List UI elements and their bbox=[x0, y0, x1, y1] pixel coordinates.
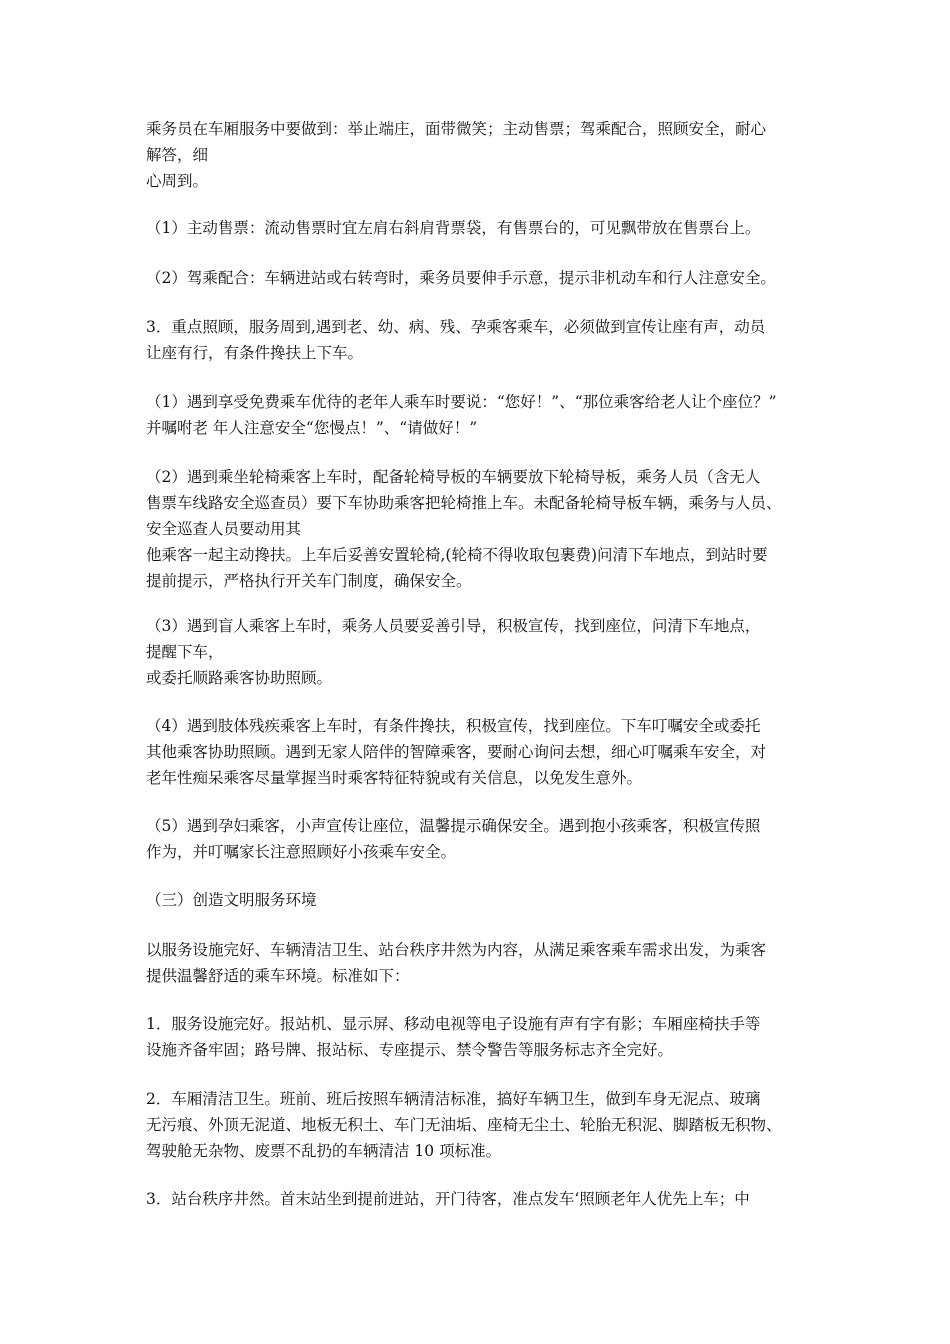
text-line: （3）遇到盲人乘客上车时，乘务人员要妥善引导，积极宣传，找到座位，问清下车地点， bbox=[146, 617, 761, 635]
text-line: 以服务设施完好、车辆清洁卫生、站台秩序井然为内容，从满足乘客乘车需求出发，为乘客 bbox=[146, 941, 767, 959]
text-line: 驾驶舱无杂物、废票不乱扔的车辆清洁 10 项标准。 bbox=[146, 1142, 502, 1160]
text-line: （2）驾乘配合：车辆进站或右转弯时，乘务员要伸手示意，提示非机动车和行人注意安全。 bbox=[146, 269, 776, 287]
paragraph-elderly-passengers bbox=[146, 389, 810, 441]
text-line: 老年性痴呆乘客尽量掌握当时乘客特征特貌或有关信息，以免发生意外。 bbox=[146, 769, 643, 787]
paragraph-disabled-passengers bbox=[146, 713, 810, 791]
text-line: 2．车厢清洁卫生。班前、班后按照车辆清洁标准，搞好车辆卫生，做到车身无泥点、玻璃 bbox=[146, 1090, 761, 1108]
text-line: 让座有行，有条件搀扶上下车。 bbox=[146, 344, 364, 362]
paragraph-ticket-sales bbox=[146, 215, 810, 241]
paragraph-pregnant-passengers bbox=[146, 813, 810, 865]
text-line: 其他乘客协助照顾。遇到无家人陪伴的智障乘客，要耐心询问去想，细心叮嘱乘车安全，对 bbox=[146, 743, 767, 761]
text-line: 心周到。 bbox=[146, 172, 209, 190]
text-line: 无污痕、外顶无泥道、地板无积土、车门无油垢、座椅无尘土、轮胎无积泥、脚踏板无积物、 bbox=[146, 1116, 782, 1134]
section-heading-service-environment bbox=[146, 887, 810, 913]
text-line: 乘务员在车厢服务中要做到：举止端庄，面带微笑；主动售票；驾乘配合，照顾安全，耐心 bbox=[146, 120, 767, 138]
text-line: （1）主动售票：流动售票时宜左肩右斜肩背票袋，有售票台的，可见飘带放在售票台上。 bbox=[146, 219, 761, 237]
paragraph-platform-order bbox=[146, 1186, 810, 1212]
paragraph-crew-duties bbox=[146, 116, 810, 194]
text-line: 3．重点照顾，服务周到,遇到老、幼、病、残、孕乘客乘车，必须做到宣传让座有声，动员 bbox=[146, 318, 766, 336]
text-line: 作为，并叮嘱家长注意照顾好小孩乘车安全。 bbox=[146, 843, 457, 861]
text-line: 售票车线路安全巡查员）要下车协助乘客把轮椅推上车。未配备轮椅导板车辆，乘务与人员、 bbox=[146, 494, 782, 512]
text-line: 提供温馨舒适的乘车环境。标准如下： bbox=[146, 967, 410, 985]
text-line: （1）遇到享受免费乘车优待的老年人乘车时要说：“您好！”、“那位乘客给老人让个座位？” bbox=[146, 393, 777, 411]
paragraph-environment-intro bbox=[146, 937, 810, 989]
paragraph-wheelchair-passengers bbox=[146, 464, 810, 594]
paragraph-key-care bbox=[146, 314, 810, 366]
text-line: 安全巡查人员要动用其 bbox=[146, 520, 302, 538]
paragraph-driver-coordination bbox=[146, 265, 810, 291]
text-line: 设施齐备牢固；路号牌、报站标、专座提示、禁令警告等服务标志齐全完好。 bbox=[146, 1041, 674, 1059]
text-line: 解答，细 bbox=[146, 146, 209, 164]
text-line: 1．服务设施完好。报站机、显示屏、移动电视等电子设施有声有字有影；车厢座椅扶手等 bbox=[146, 1015, 761, 1033]
text-line: （4）遇到肢体残疾乘客上车时，有条件搀扶，积极宣传，找到座位。下车叮嘱安全或委托 bbox=[146, 717, 761, 735]
text-line: （三）创造文明服务环境 bbox=[146, 891, 317, 909]
text-line: 他乘客一起主动搀扶。上车后妥善安置轮椅,(轮椅不得收取包裹费)问清下车地点，到站时要 bbox=[146, 546, 768, 564]
text-line: 或委托顺路乘客协助照顾。 bbox=[146, 669, 333, 687]
paragraph-cleanliness bbox=[146, 1086, 810, 1164]
text-line: （2）遇到乘坐轮椅乘客上车时，配备轮椅导板的车辆要放下轮椅导板，乘务人员（含无人 bbox=[146, 468, 761, 486]
text-line: 提醒下车， bbox=[146, 643, 224, 661]
paragraph-blind-passengers bbox=[146, 613, 810, 691]
text-line: 3．站台秩序井然。首末站坐到提前进站，开门待客，准点发车‘照顾老年人优先上车；中 bbox=[146, 1190, 750, 1208]
paragraph-facilities bbox=[146, 1011, 810, 1063]
text-line: 提前提示，严格执行开关车门制度，确保安全。 bbox=[146, 572, 472, 590]
text-line: （5）遇到孕妇乘客，小声宣传让座位，温馨提示确保安全。遇到抱小孩乘客，积极宣传照 bbox=[146, 817, 761, 835]
text-line: 并嘱咐老 年人注意安全“您慢点！”、“请做好！” bbox=[146, 419, 478, 437]
